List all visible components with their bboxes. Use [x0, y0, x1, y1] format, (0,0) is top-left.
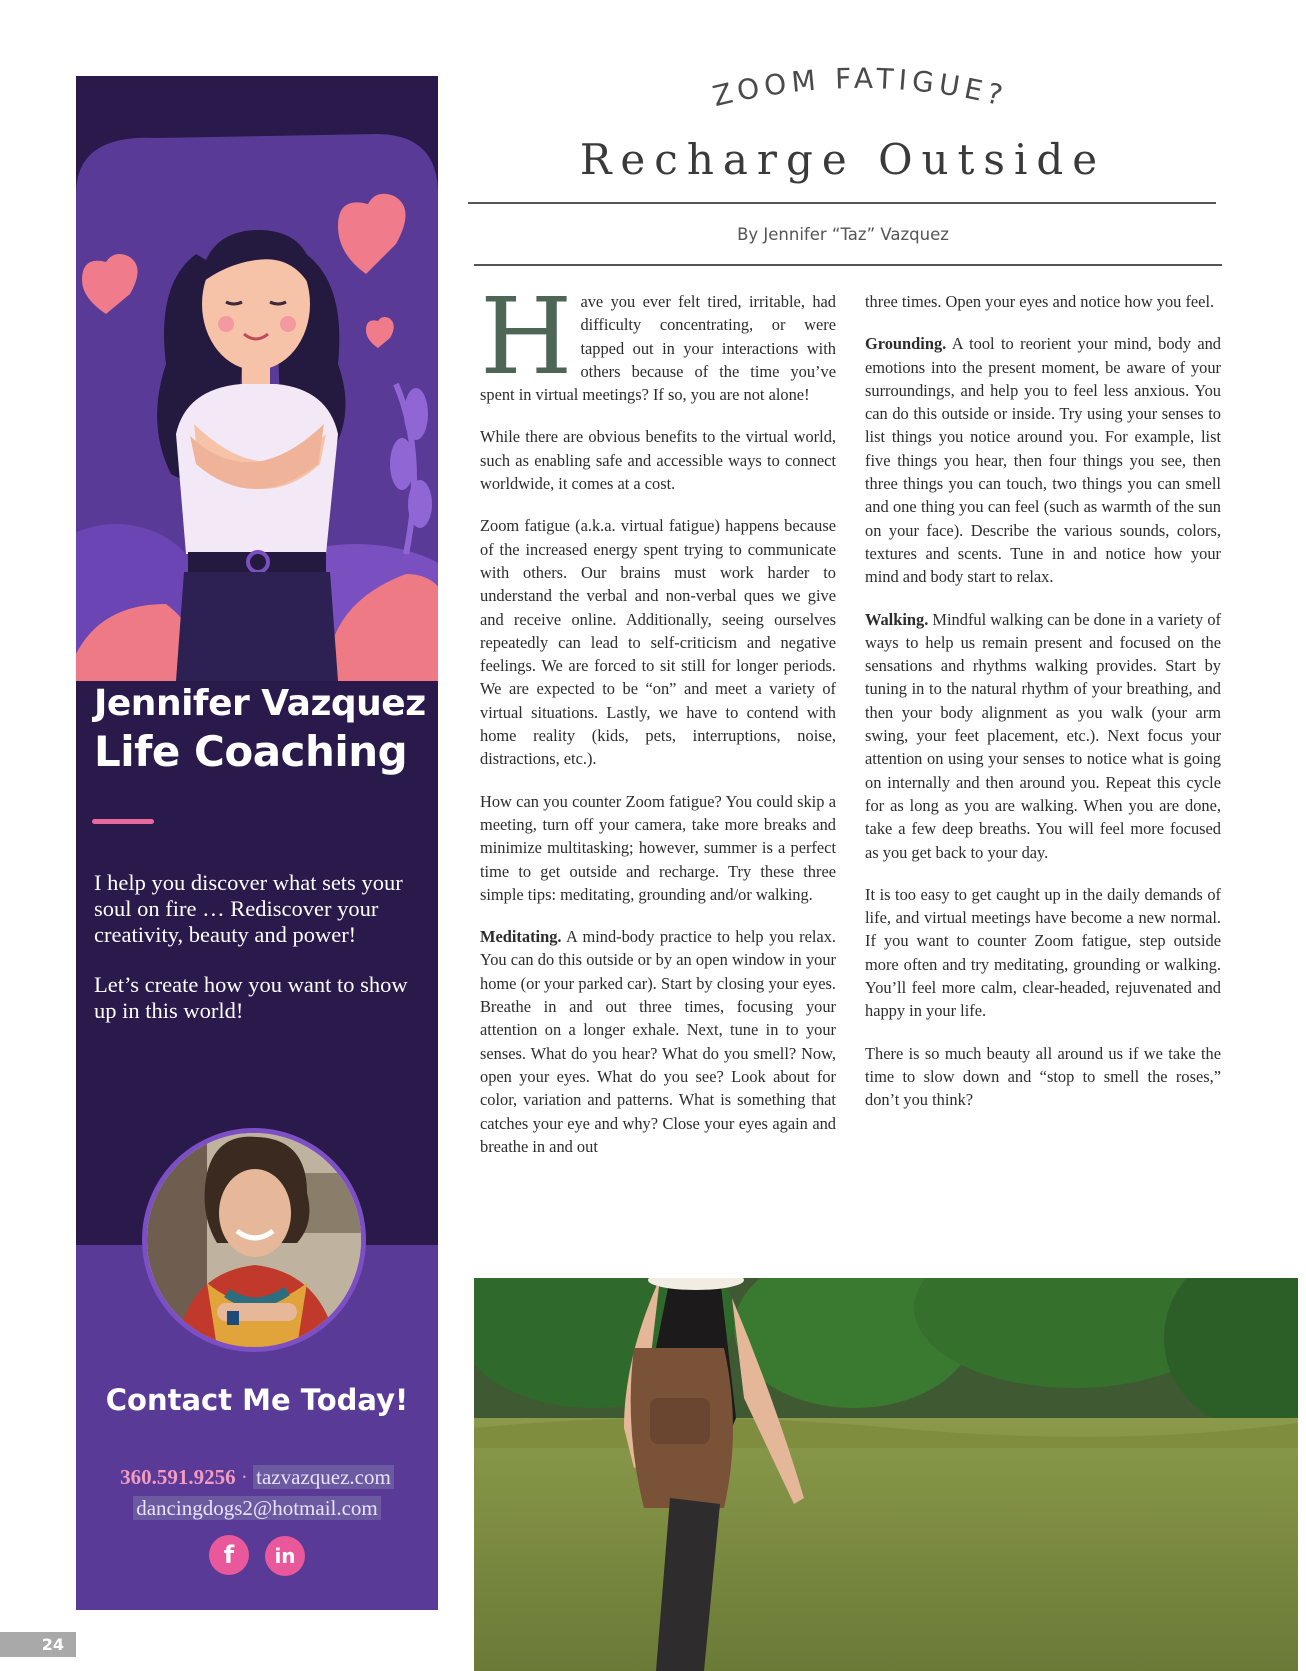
grounding-text: A tool to reorient your mind, body and emotions into the present moment, be aware of your surroundings, and help you to feel less anxious. You can do this outside or inside. Try using your senses to list things you notice around you. For example, list five things you hear, then four things you see, then three things you can touch, two things you can smell and one thing you can feel (such as warmth of the sun on your face). Describe the various sounds, colors, textures and scents. Tune in and notice how your mind and body start to relax.	[865, 334, 1221, 587]
grounding-label: Grounding.	[865, 334, 947, 354]
contact-title: Contact Me Today!	[105, 1383, 409, 1417]
business-name: Life Coaching	[94, 727, 408, 776]
conclusion-paragraph: It is too easy to get caught up in the daily demands of life, and virtual meetings have become a new normal. If you want to counter Zoom fatigue, step outside more often and try meditating, grounding or walking. You’ll feel more calm, clear-headed, rejuvenated and happy in your life.	[865, 884, 1221, 1021]
paragraph-4: How can you counter Zoom fatigue? You could skip a meeting, turn off your camera, take more breaks and minimize multitasking; however, summer is a perfect time to get outside and recharge. Try these three simple tips: meditating, grounding and/or walking.	[480, 791, 836, 904]
ad-copy	[94, 870, 424, 1048]
linkedin-icon[interactable]: in	[265, 1536, 305, 1576]
accent-divider	[92, 819, 154, 824]
walking-paragraph	[865, 608, 1221, 864]
coach-name: Jennifer Vazquez	[94, 683, 426, 724]
life-coaching-ad	[76, 76, 438, 1610]
walking-label: Walking.	[865, 609, 929, 629]
meditating-text: A mind-body practice to help you relax. You can do this outside or by an open window in your home (or your parked car). Start by closing your eyes. Breathe in and out three times, focusing your attention on a longer exhale. Next, tune in to your senses. What do you hear? What do you smell? Now, open your eyes. What do you see? Look about for color, variation and patterns. What is something that catches your eye and why? Close your eyes again and breathe in and out	[480, 927, 836, 1156]
coach-portrait	[142, 1128, 366, 1352]
kicker-text: ZOOM FATIGUE?	[709, 61, 1011, 114]
woman-self-hug-illustration	[76, 134, 438, 681]
portrait-photo	[147, 1133, 361, 1347]
coach-name-block	[94, 682, 434, 778]
ad-paragraph-2: Let’s create how you want to show up in this world!	[94, 972, 408, 1023]
page-number: 24	[0, 1632, 76, 1657]
drop-cap: H	[480, 275, 573, 398]
headline-rule	[468, 202, 1216, 204]
meditating-label: Meditating.	[480, 927, 562, 947]
article-column-2	[865, 290, 1221, 1131]
phone-number[interactable]: 360.591.9256	[120, 1465, 236, 1489]
website-link[interactable]: tazvazquez.com	[253, 1465, 394, 1489]
meditating-paragraph	[480, 925, 836, 1158]
paragraph-2: While there are obvious benefits to the virtual world, such as enabling safe and accessible ways to connect worldwide, it comes at a cost.	[480, 427, 836, 494]
meditating-continued: three times. Open your eyes and notice how you feel.	[865, 292, 1215, 311]
walking-text: Mindful walking can be done in a variety of ways to help us remain present and focused on the sensations and rhythms walking provides. Start by tuning in to the natural rhythm of your breathing, and then your body alignment as you walk (your arm swing, your feet placement, etc.). Next focus your attention on using your senses to notice what is going on internally and then around you. Repeat this cycle for as long as you are walking. When you are done, take a few deep breaths. You will feel more focused as you get back to your day.	[865, 609, 1221, 862]
paragraph-3: Zoom fatigue (a.k.a. virtual fatigue) happens because of the increased energy spent trying to communicate with others. Our brains must work harder to understand the verbal and non-verbal ques we give and receive online. Additionally, seeing ourselves repeatedly can lead to self-criticism and negative feelings. We are forced to sit still for longer periods. We are expected to be “on” and meet a variety of virtual situations. Lastly, we have to contend with home reality (kids, pets, interruptions, noise, distractions, etc.).	[480, 516, 836, 769]
intro-text: ave you ever felt tired, irritable, had difficulty concentrating, or were tapped out in your interactions with others because of the time you’ve spent in virtual meetings? If so, you are not alone!	[480, 292, 836, 405]
contact-separator: ·	[240, 1465, 248, 1489]
email-link[interactable]: dancingdogs2@hotmail.com	[133, 1496, 381, 1520]
final-paragraph: There is so much beauty all around us if we take the time to slow down and “stop to smell the roses,” don’t you think?	[865, 1043, 1221, 1110]
grounding-paragraph	[865, 332, 1221, 588]
kicker-arc	[690, 60, 1030, 120]
facebook-icon[interactable]: f	[209, 1535, 249, 1575]
social-links	[76, 1535, 438, 1576]
intro-paragraph	[480, 275, 836, 406]
woman-walking-meadow-photo	[474, 1278, 1298, 1671]
byline: By Jennifer “Taz” Vazquez	[737, 225, 949, 244]
byline-rule	[474, 264, 1222, 266]
contact-details	[76, 1462, 438, 1524]
article-headline: Recharge Outside	[579, 135, 1107, 184]
svg-text:ZOOM FATIGUE?	[710, 62, 1011, 113]
meadow-scene	[474, 1278, 1298, 1671]
ad-paragraph-1: I help you discover what sets your soul on fire … Rediscover your creativity, beauty and power!	[94, 870, 403, 947]
article-column-1	[480, 275, 836, 1177]
